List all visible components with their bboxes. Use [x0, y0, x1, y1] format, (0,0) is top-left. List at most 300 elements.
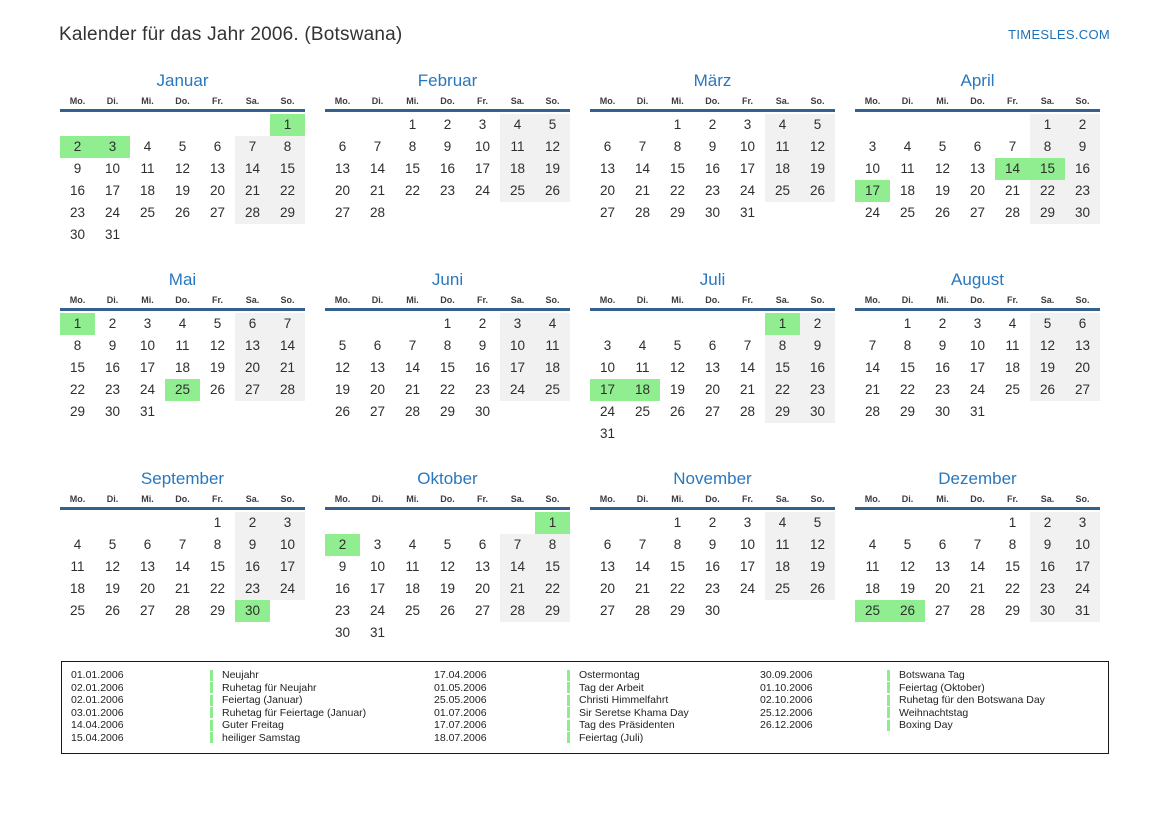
- empty-cell: [360, 114, 395, 136]
- weekday-label: Mo.: [599, 295, 616, 305]
- day-cell: 1: [1008, 515, 1017, 530]
- day-cell: 22: [669, 183, 686, 198]
- day-cell: 9: [108, 338, 117, 353]
- day-cell: 27: [139, 603, 156, 618]
- day-cell: 20: [334, 183, 351, 198]
- empty-cell: [960, 512, 995, 534]
- day-cell: 2: [443, 117, 452, 132]
- day-cell: 28: [270, 379, 305, 401]
- day-cell: 16: [104, 360, 121, 375]
- weekday-label: Mo.: [69, 96, 86, 106]
- day-cell: 14: [969, 559, 986, 574]
- empty-cell: [395, 512, 430, 534]
- day-cell: 31: [599, 426, 616, 441]
- weekday-label: So.: [1075, 96, 1090, 106]
- month-title: November: [673, 469, 752, 488]
- day-cell: 19: [439, 581, 456, 596]
- months-grid: [60, 70, 1109, 644]
- day-cell: 17: [474, 161, 491, 176]
- legend: [61, 661, 1109, 754]
- legend-holiday-name: Tag der Arbeit: [579, 681, 644, 694]
- day-cell: 3: [478, 117, 487, 132]
- day-cell: 18: [500, 158, 535, 180]
- day-cell: 30: [704, 205, 721, 220]
- day-cell: 10: [104, 161, 121, 176]
- weekday-label: Fr.: [1006, 295, 1018, 305]
- day-cell: 9: [800, 335, 835, 357]
- day-cell: 23: [1030, 578, 1065, 600]
- day-cell: 11: [405, 559, 420, 574]
- day-cell: 23: [235, 578, 270, 600]
- holiday-marker-icon: [567, 720, 570, 731]
- holiday-marker-icon: [210, 670, 213, 681]
- weekday-label: Fr.: [741, 295, 753, 305]
- day-cell: 9: [708, 139, 717, 154]
- legend-holiday-name: Weihnachtstag: [899, 706, 969, 719]
- month-oktober: [325, 468, 570, 644]
- page-header: [0, 0, 1169, 46]
- day-cell: 22: [404, 183, 421, 198]
- weekday-label: Do.: [175, 96, 190, 106]
- empty-cell: [890, 512, 925, 534]
- day-cell: 22: [669, 581, 686, 596]
- day-cell: 30: [104, 404, 121, 419]
- empty-cell: [730, 423, 765, 445]
- month-februar: [325, 70, 570, 246]
- day-cell: 27: [704, 404, 721, 419]
- day-cell: 2: [708, 515, 717, 530]
- day-cell: 28: [969, 603, 986, 618]
- day-cell: 4: [535, 313, 570, 335]
- month-mai: [60, 269, 305, 445]
- day-cell: 28: [1004, 205, 1021, 220]
- weekday-label: Di.: [106, 494, 119, 504]
- month-august: [855, 269, 1100, 445]
- day-cell: 10: [369, 559, 386, 574]
- day-cell: 14: [995, 158, 1030, 180]
- legend-entry: [71, 669, 434, 682]
- weekday-label: So.: [545, 494, 560, 504]
- day-cell: 26: [890, 600, 925, 622]
- weekday-label: Fr.: [476, 96, 488, 106]
- weekday-label: Mo.: [69, 494, 86, 504]
- day-cell: 30: [704, 603, 721, 618]
- day-cell: 7: [868, 338, 877, 353]
- day-cell: 19: [209, 360, 226, 375]
- day-cell: 29: [1004, 603, 1021, 618]
- legend-date: 02.01.2006: [71, 694, 124, 707]
- day-cell: 7: [500, 534, 535, 556]
- day-cell: 13: [599, 559, 616, 574]
- empty-cell: [395, 202, 430, 224]
- weekday-label: Do.: [970, 494, 985, 504]
- day-cell: 16: [235, 556, 270, 578]
- empty-cell: [660, 313, 695, 335]
- day-cell: 18: [69, 581, 86, 596]
- day-cell: 20: [474, 581, 491, 596]
- day-cell: 18: [139, 183, 156, 198]
- holiday-marker-icon: [887, 670, 890, 681]
- weekday-label: Di.: [901, 96, 914, 106]
- days-grid: [855, 313, 1100, 423]
- day-cell: 11: [900, 161, 915, 176]
- weekday-label: Sa.: [245, 96, 260, 106]
- holiday-marker-icon: [567, 695, 570, 706]
- day-cell: 30: [1065, 202, 1100, 224]
- day-cell: 5: [673, 338, 682, 353]
- day-cell: 10: [864, 161, 881, 176]
- day-cell: 28: [369, 205, 386, 220]
- holiday-marker-icon: [887, 707, 890, 718]
- day-cell: 9: [235, 534, 270, 556]
- legend-holiday-name: Feiertag (Juli): [579, 731, 644, 744]
- day-cell: 24: [270, 578, 305, 600]
- day-cell: 19: [1030, 357, 1065, 379]
- day-cell: 11: [635, 360, 650, 375]
- empty-cell: [995, 401, 1030, 423]
- month-april: [855, 70, 1100, 246]
- empty-cell: [430, 622, 465, 644]
- day-cell: 11: [175, 338, 190, 353]
- empty-cell: [95, 114, 130, 136]
- day-cell: 21: [404, 382, 421, 397]
- day-cell: 15: [1004, 559, 1021, 574]
- day-cell: 17: [1065, 556, 1100, 578]
- legend-group: [434, 669, 760, 744]
- weekday-label: Sa.: [510, 494, 525, 504]
- empty-cell: [395, 313, 430, 335]
- day-cell: 29: [765, 401, 800, 423]
- legend-holiday-name: Feiertag (Oktober): [899, 681, 985, 694]
- empty-cell: [590, 313, 625, 335]
- weekday-label: Mo.: [864, 295, 881, 305]
- empty-cell: [360, 512, 395, 534]
- day-cell: 26: [334, 404, 351, 419]
- day-cell: 21: [634, 581, 651, 596]
- day-cell: 29: [1030, 202, 1065, 224]
- day-cell: 23: [334, 603, 351, 618]
- day-cell: 26: [209, 382, 226, 397]
- day-cell: 25: [634, 404, 651, 419]
- month-juli: [590, 269, 835, 445]
- day-cell: 8: [673, 537, 682, 552]
- day-cell: 12: [174, 161, 191, 176]
- empty-cell: [855, 313, 890, 335]
- empty-cell: [360, 313, 395, 335]
- empty-cell: [765, 423, 800, 445]
- weekday-label: Mo.: [334, 96, 351, 106]
- day-cell: 1: [535, 512, 570, 534]
- legend-date: 15.04.2006: [71, 731, 124, 744]
- holiday-marker-icon: [887, 682, 890, 693]
- weekday-label: Fr.: [211, 295, 223, 305]
- page-title: Kalender für das Jahr 2006. (Botswana): [59, 24, 403, 45]
- day-cell: 10: [500, 335, 535, 357]
- weekday-label: Sa.: [775, 494, 790, 504]
- weekday-header-row: [60, 96, 305, 112]
- legend-date: 30.09.2006: [760, 669, 813, 682]
- weekday-label: Do.: [440, 96, 455, 106]
- day-cell: 22: [765, 379, 800, 401]
- empty-cell: [500, 202, 535, 224]
- day-cell: 12: [934, 161, 951, 176]
- day-cell: 15: [209, 559, 226, 574]
- day-cell: 10: [270, 534, 305, 556]
- day-cell: 28: [174, 603, 191, 618]
- day-cell: 25: [404, 603, 421, 618]
- day-cell: 26: [535, 180, 570, 202]
- empty-cell: [130, 114, 165, 136]
- site-link[interactable]: TIMESLES.COM: [1008, 27, 1110, 42]
- empty-cell: [625, 512, 660, 534]
- weekday-label: Sa.: [1040, 96, 1055, 106]
- day-cell: 19: [800, 556, 835, 578]
- legend-entry: [434, 707, 760, 720]
- empty-cell: [625, 114, 660, 136]
- day-cell: 1: [408, 117, 417, 132]
- weekday-label: Mo.: [864, 494, 881, 504]
- legend-date: 18.07.2006: [434, 731, 487, 744]
- day-cell: 30: [1030, 600, 1065, 622]
- day-cell: 24: [104, 205, 121, 220]
- day-cell: 31: [1065, 600, 1100, 622]
- day-cell: 31: [739, 205, 756, 220]
- legend-entry: [760, 669, 1108, 682]
- day-cell: 18: [864, 581, 881, 596]
- day-cell: 2: [108, 316, 117, 331]
- day-cell: 7: [408, 338, 417, 353]
- empty-cell: [800, 600, 835, 622]
- day-cell: 4: [1008, 316, 1017, 331]
- day-cell: 11: [765, 136, 800, 158]
- day-cell: 8: [270, 136, 305, 158]
- empty-cell: [535, 202, 570, 224]
- legend-holiday-name: Ruhetag für den Botswana Day: [899, 694, 1045, 707]
- weekday-label: Mo.: [599, 96, 616, 106]
- holiday-marker-icon: [567, 707, 570, 718]
- empty-cell: [465, 622, 500, 644]
- weekday-label: Fr.: [211, 96, 223, 106]
- day-cell: 29: [270, 202, 305, 224]
- weekday-label: Di.: [636, 494, 649, 504]
- weekday-label: Di.: [636, 295, 649, 305]
- day-cell: 6: [938, 537, 947, 552]
- weekday-label: So.: [1075, 494, 1090, 504]
- empty-cell: [95, 512, 130, 534]
- day-cell: 11: [765, 534, 800, 556]
- day-cell: 18: [1004, 360, 1021, 375]
- day-cell: 4: [143, 139, 152, 154]
- weekday-label: Di.: [901, 295, 914, 305]
- day-cell: 20: [704, 382, 721, 397]
- day-cell: 17: [739, 559, 756, 574]
- day-cell: 20: [369, 382, 386, 397]
- weekday-label: Fr.: [476, 295, 488, 305]
- day-cell: 5: [178, 139, 187, 154]
- weekday-label: Di.: [636, 96, 649, 106]
- day-cell: 15: [669, 161, 686, 176]
- day-cell: 22: [270, 180, 305, 202]
- day-cell: 25: [535, 379, 570, 401]
- days-grid: [325, 114, 570, 224]
- day-cell: 1: [1030, 114, 1065, 136]
- weekday-label: Mi.: [671, 494, 684, 504]
- day-cell: 1: [673, 117, 682, 132]
- day-cell: 26: [439, 603, 456, 618]
- weekday-header-row: [325, 96, 570, 112]
- day-cell: 24: [739, 183, 756, 198]
- weekday-header-row: [325, 295, 570, 311]
- legend-entry: [71, 694, 434, 707]
- day-cell: 21: [634, 183, 651, 198]
- day-cell: 5: [800, 114, 835, 136]
- legend-entry: [434, 682, 760, 695]
- day-cell: 12: [209, 338, 226, 353]
- empty-cell: [800, 202, 835, 224]
- day-cell: 8: [765, 335, 800, 357]
- day-cell: 22: [899, 382, 916, 397]
- day-cell: 13: [474, 559, 491, 574]
- day-cell: 24: [474, 183, 491, 198]
- day-cell: 22: [69, 382, 86, 397]
- day-cell: 8: [1030, 136, 1065, 158]
- day-cell: 2: [708, 117, 717, 132]
- day-cell: 4: [903, 139, 912, 154]
- empty-cell: [325, 313, 360, 335]
- weekday-label: Do.: [440, 494, 455, 504]
- legend-date: 01.01.2006: [71, 669, 124, 682]
- day-cell: 1: [60, 313, 95, 335]
- day-cell: 25: [139, 205, 156, 220]
- day-cell: 31: [139, 404, 156, 419]
- month-title: August: [951, 270, 1004, 289]
- weekday-label: Mi.: [936, 96, 949, 106]
- day-cell: 30: [474, 404, 491, 419]
- weekday-label: Di.: [106, 96, 119, 106]
- day-cell: 13: [934, 559, 951, 574]
- day-cell: 2: [938, 316, 947, 331]
- weekday-header-row: [590, 96, 835, 112]
- day-cell: 14: [634, 161, 651, 176]
- day-cell: 13: [704, 360, 721, 375]
- empty-cell: [625, 423, 660, 445]
- empty-cell: [430, 202, 465, 224]
- weekday-label: So.: [545, 295, 560, 305]
- legend-date: 17.04.2006: [434, 669, 487, 682]
- day-cell: 5: [108, 537, 117, 552]
- day-cell: 25: [69, 603, 86, 618]
- empty-cell: [535, 401, 570, 423]
- weekday-label: Fr.: [476, 494, 488, 504]
- days-grid: [325, 512, 570, 644]
- weekday-label: Mi.: [141, 494, 154, 504]
- day-cell: 2: [325, 534, 360, 556]
- day-cell: 25: [855, 600, 890, 622]
- weekday-label: Mi.: [936, 295, 949, 305]
- weekday-label: Di.: [371, 295, 384, 305]
- weekday-label: So.: [810, 494, 825, 504]
- legend-entry: [760, 719, 1108, 732]
- weekday-label: Do.: [705, 96, 720, 106]
- day-cell: 30: [334, 625, 351, 640]
- day-cell: 25: [165, 379, 200, 401]
- day-cell: 14: [235, 158, 270, 180]
- day-cell: 21: [270, 357, 305, 379]
- weekday-label: Mi.: [406, 96, 419, 106]
- legend-holiday-name: Boxing Day: [899, 719, 953, 732]
- holiday-marker-icon: [887, 720, 890, 731]
- day-cell: 24: [139, 382, 156, 397]
- days-grid: [325, 313, 570, 423]
- legend-holiday-name: Botswana Tag: [899, 669, 965, 682]
- weekday-label: Fr.: [211, 494, 223, 504]
- day-cell: 16: [704, 161, 721, 176]
- weekday-header-row: [855, 494, 1100, 510]
- weekday-label: Mi.: [671, 295, 684, 305]
- empty-cell: [695, 313, 730, 335]
- day-cell: 15: [404, 161, 421, 176]
- day-cell: 18: [899, 183, 916, 198]
- day-cell: 7: [178, 537, 187, 552]
- day-cell: 24: [739, 581, 756, 596]
- empty-cell: [165, 114, 200, 136]
- day-cell: 19: [934, 183, 951, 198]
- day-cell: 30: [934, 404, 951, 419]
- day-cell: 22: [209, 581, 226, 596]
- day-cell: 8: [213, 537, 222, 552]
- day-cell: 12: [800, 534, 835, 556]
- day-cell: 21: [235, 180, 270, 202]
- day-cell: 4: [500, 114, 535, 136]
- day-cell: 19: [174, 183, 191, 198]
- day-cell: 1: [765, 313, 800, 335]
- empty-cell: [200, 224, 235, 246]
- day-cell: 24: [599, 404, 616, 419]
- day-cell: 28: [235, 202, 270, 224]
- day-cell: 4: [765, 114, 800, 136]
- legend-date: 01.05.2006: [434, 681, 487, 694]
- day-cell: 31: [969, 404, 986, 419]
- day-cell: 19: [104, 581, 121, 596]
- day-cell: 20: [209, 183, 226, 198]
- day-cell: 16: [69, 183, 86, 198]
- legend-date: 01.07.2006: [434, 706, 487, 719]
- day-cell: 12: [669, 360, 686, 375]
- empty-cell: [1065, 401, 1100, 423]
- day-cell: 12: [334, 360, 351, 375]
- holiday-marker-icon: [567, 670, 570, 681]
- day-cell: 4: [73, 537, 82, 552]
- empty-cell: [625, 313, 660, 335]
- day-cell: 8: [73, 338, 82, 353]
- weekday-label: So.: [280, 295, 295, 305]
- day-cell: 28: [634, 205, 651, 220]
- day-cell: 10: [474, 139, 491, 154]
- day-cell: 11: [500, 136, 535, 158]
- legend-holiday-name: Christi Himmelfahrt: [579, 694, 669, 707]
- day-cell: 14: [864, 360, 881, 375]
- day-cell: 3: [603, 338, 612, 353]
- day-cell: 26: [104, 603, 121, 618]
- weekday-label: Mi.: [141, 295, 154, 305]
- month-märz: [590, 70, 835, 246]
- weekday-label: Sa.: [510, 295, 525, 305]
- legend-date: 17.07.2006: [434, 719, 487, 732]
- day-cell: 20: [1065, 357, 1100, 379]
- legend-group: [71, 669, 434, 744]
- day-cell: 14: [634, 559, 651, 574]
- day-cell: 28: [404, 404, 421, 419]
